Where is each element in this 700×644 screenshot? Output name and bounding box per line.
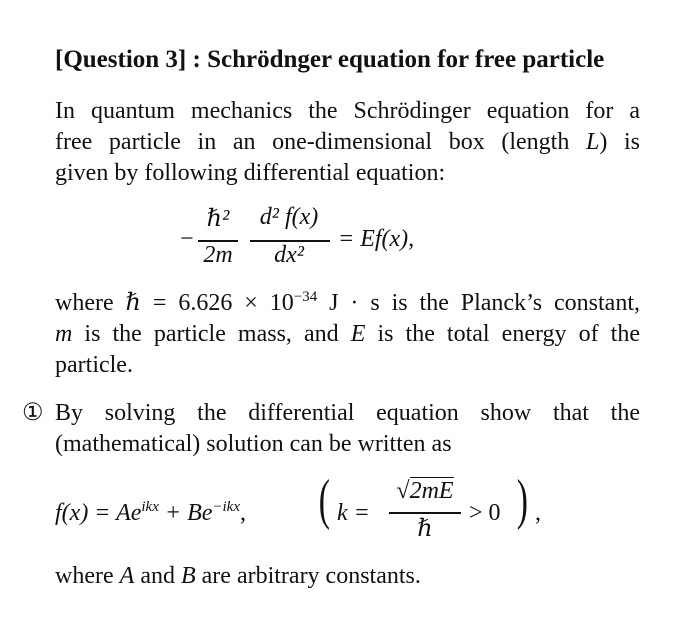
part1-paragraph [55,398,640,460]
eq2-numerator: √2mE [396,478,454,504]
constants-line-3: particle. [55,352,133,378]
eq2-right-paren: ) [516,469,528,531]
eq2-k: k = [337,500,370,526]
eq1-frac2-den: dx² [274,242,304,268]
constants-paragraph [55,288,640,381]
eq2-left-paren: ( [318,469,330,531]
part1-line-1: By solving the differential equation show that the [55,400,640,426]
eq1-frac1-num: ℏ² [206,206,230,232]
intro-line-1: In quantum mechanics the Schrödinger equation for a [55,98,640,124]
eq2-gt: > 0 [469,500,501,526]
closing-sentence: where A and B are arbitrary constants. [55,563,421,589]
question-heading: [Question 3] : Schrödnger equation for free particle [55,46,605,73]
constants-line-1: where ℏ = $6.626 \times 10^{-34}$ J · s is the Planck’s constant, [55,289,640,316]
general-solution-equation [55,469,615,546]
eq1-frac1-den: 2m [203,242,233,268]
part-marker-1: ① [22,400,44,426]
constants-line-2: m is the particle mass, and E is the total energy of the [55,321,640,347]
intro-line-3: given by following differential equation: [55,160,446,186]
eq2-trailing-comma: , [535,500,541,526]
part1-line-2: (mathematical) solution can be written as [55,431,452,457]
intro-line-2: free particle in an one-dimensional box (length L) is [55,129,640,155]
eq1-minus: − [180,226,194,252]
eq2-denominator: ℏ [417,516,433,542]
intro-paragraph [55,96,640,189]
eq1-rhs: = Ef(x), [338,226,415,252]
eq2-solution: $f(x) = Ae^{ikx} + Be^{-ikx}$, [55,499,246,526]
schrodinger-equation [180,204,480,284]
eq1-frac2-num: d² f(x) [259,204,319,230]
